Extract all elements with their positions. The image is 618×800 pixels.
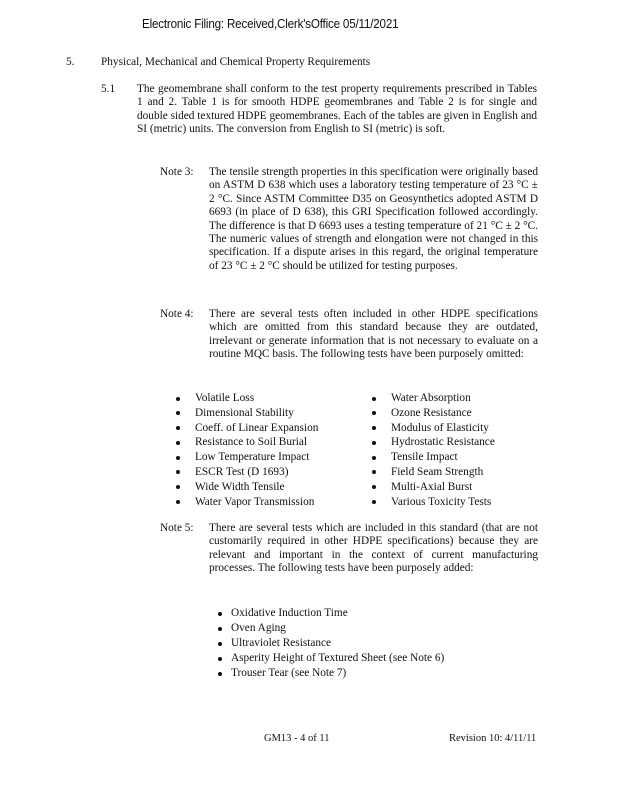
- bullet-icon: [218, 672, 222, 676]
- list-item: Dimensional Stability: [173, 406, 363, 421]
- bullet-icon: [176, 456, 180, 460]
- list-item: Oxidative Induction Time: [216, 606, 516, 621]
- bullet-icon: [372, 426, 376, 430]
- bullet-icon: [218, 642, 222, 646]
- bullet-icon: [218, 612, 222, 616]
- bullet-icon: [176, 411, 180, 415]
- list-item: Field Seam Strength: [369, 465, 549, 480]
- bullet-icon: [372, 500, 376, 504]
- list-item: Resistance to Soil Burial: [173, 435, 363, 450]
- subsection-number: 5.1: [101, 83, 116, 95]
- filing-stamp: Electronic Filing: Received,Clerk'sOffice 05/11/2021: [142, 17, 399, 31]
- list-item: Oven Aging: [216, 621, 516, 636]
- list-item: Multi-Axial Burst: [369, 480, 549, 495]
- list-item: Volatile Loss: [173, 391, 363, 406]
- note5-label: Note 5:: [160, 522, 194, 534]
- bullet-icon: [372, 456, 376, 460]
- list-item: Tensile Impact: [369, 450, 549, 465]
- list-item: ESCR Test (D 1693): [173, 465, 363, 480]
- list-item: Water Vapor Transmission: [173, 495, 363, 510]
- list-item: Hydrostatic Resistance: [369, 435, 549, 450]
- bullet-icon: [372, 397, 376, 401]
- bullet-icon: [372, 411, 376, 415]
- bullet-icon: [176, 500, 180, 504]
- list-item: Wide Width Tensile: [173, 480, 363, 495]
- bullet-icon: [372, 441, 376, 445]
- omitted-tests-right-list: [369, 391, 549, 509]
- list-item: Asperity Height of Textured Sheet (see Note 6): [216, 651, 516, 666]
- list-item: Coeff. of Linear Expansion: [173, 421, 363, 436]
- list-item: Trouser Tear (see Note 7): [216, 666, 516, 681]
- bullet-icon: [176, 470, 180, 474]
- bullet-icon: [372, 470, 376, 474]
- note4-label: Note 4:: [160, 308, 194, 320]
- revision-info: Revision 10: 4/11/11: [449, 733, 537, 744]
- section-title: Physical, Mechanical and Chemical Property Requirements: [101, 56, 371, 68]
- added-tests-list: [216, 606, 516, 681]
- bullet-icon: [176, 485, 180, 489]
- list-item: Water Absorption: [369, 391, 549, 406]
- page-number: GM13 - 4 of 11: [264, 733, 330, 744]
- bullet-icon: [218, 657, 222, 661]
- list-item: Ultraviolet Resistance: [216, 636, 516, 651]
- omitted-tests-left-list: [173, 391, 363, 509]
- note5-paragraph: There are several tests which are included in this standard (that are not customarily required in other HDPE specifications) because they are relevant and important in the context of current manufacturing processes. The following tests have been purposely added:: [209, 522, 538, 575]
- bullet-icon: [218, 627, 222, 631]
- subsection-paragraph: The geomembrane shall conform to the test property requirements prescribed in Tables 1 and 2. Table 1 is for smooth HDPE geomembranes and Table 2 is for single and double sided textured HDPE geomembranes. Each of the tables are given in English and SI (metric) units. The conversion from English to SI (metric) is soft.: [137, 83, 537, 136]
- list-item: Ozone Resistance: [369, 406, 549, 421]
- note3-paragraph: The tensile strength properties in this specification were originally based on ASTM D 638 which uses a laboratory testing temperature of 23 °C ± 2 °C. Since ASTM Committee D35 on Geosynthetics adopted ASTM D 6693 (in place of D 638), this GRI Specification followed accordingly. The difference is that D 6693 uses a testing temperature of 21 °C ± 2 °C. The numeric values of strength and elongation were not changed in this specification. If a dispute arises in this regard, the original temperature of 23 °C ± 2 °C should be utilized for testing purposes.: [209, 166, 538, 272]
- bullet-icon: [176, 397, 180, 401]
- bullet-icon: [372, 485, 376, 489]
- note3-label: Note 3:: [160, 166, 194, 178]
- bullet-icon: [176, 426, 180, 430]
- note4-paragraph: There are several tests often included in other HDPE specifications which are omitted from this standard because they are outdated, irrelevant or generate information that is not necessary to evaluate on a routine MQC basis. The following tests have been purposely omitted:: [209, 308, 538, 361]
- list-item: Modulus of Elasticity: [369, 421, 549, 436]
- list-item: Various Toxicity Tests: [369, 495, 549, 510]
- bullet-icon: [176, 441, 180, 445]
- section-number: 5.: [66, 56, 75, 68]
- list-item: Low Temperature Impact: [173, 450, 363, 465]
